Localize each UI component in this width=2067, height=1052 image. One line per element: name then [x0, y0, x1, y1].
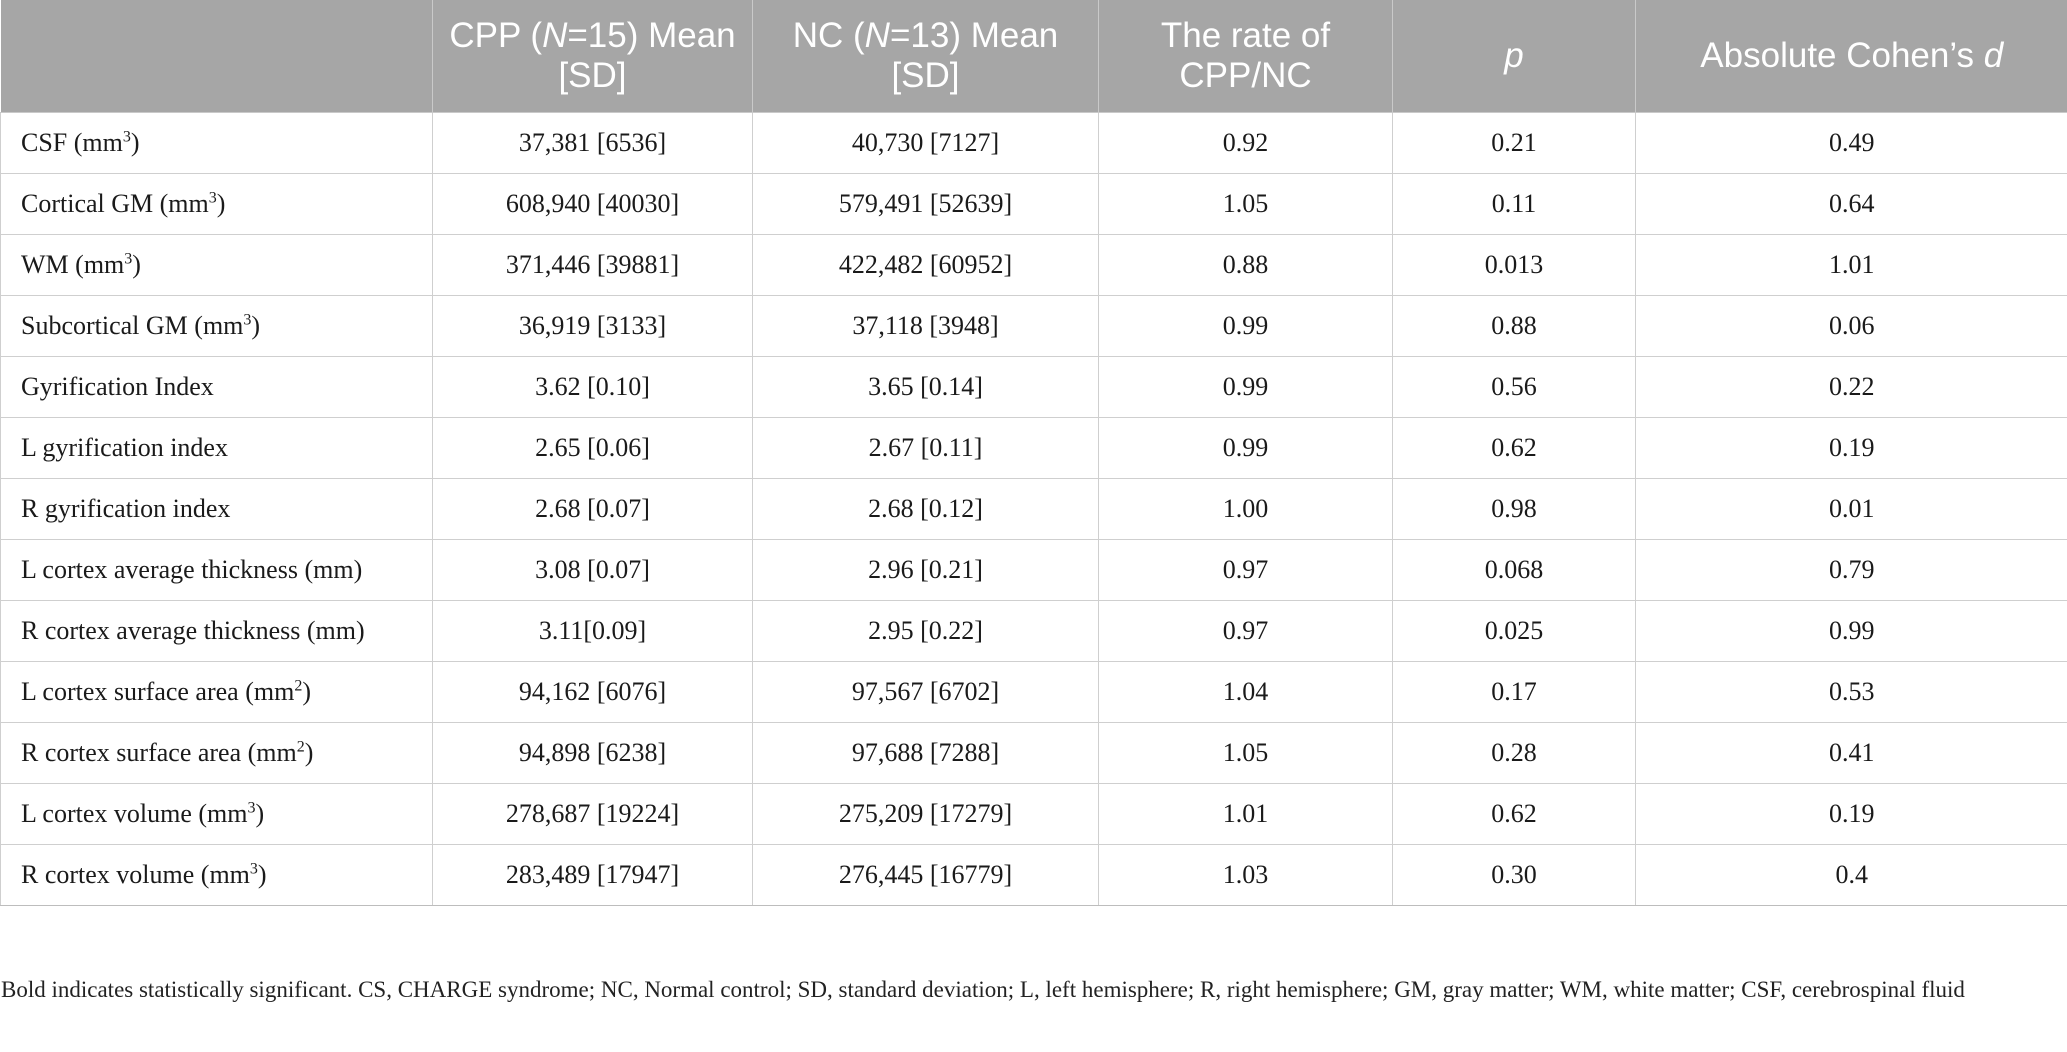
cell-cohens-d: 0.49 — [1636, 113, 2067, 174]
cell-rate: 0.97 — [1099, 540, 1393, 601]
cell-cpp: 36,919 [3133] — [433, 296, 753, 357]
header-text-part: d — [1983, 36, 2004, 75]
cell-nc: 2.96 [0.21] — [753, 540, 1099, 601]
unit-exponent: 3 — [122, 128, 131, 146]
table-footnote: Bold indicates statistically significant. CS, CHARGE syndrome; NC, Normal control; SD, standard deviation; L, left hemisphere; R, right hemisphere; GM, gray matter; WM, white matter; CSF, cerebrospinal fluid — [1, 977, 1965, 1002]
cell-measure-label — [1, 235, 433, 296]
cell-cohens-d: 0.64 — [1636, 174, 2067, 235]
measure-label-text: CSF (mm — [21, 128, 123, 157]
cell-measure-label — [1, 418, 433, 479]
cell-nc: 422,482 [60952] — [753, 235, 1099, 296]
unit-close: ) — [257, 860, 267, 889]
cell-p-value: 0.56 — [1393, 357, 1636, 418]
cell-cohens-d: 0.79 — [1636, 540, 2067, 601]
cell-cohens-d: 0.41 — [1636, 723, 2067, 784]
cell-cpp: 2.68 [0.07] — [433, 479, 753, 540]
cell-p-value: 0.21 — [1393, 113, 1636, 174]
cell-measure-label — [1, 357, 433, 418]
table-row — [1, 662, 2067, 723]
cell-p-value: 0.11 — [1393, 174, 1636, 235]
cell-p-value: 0.025 — [1393, 601, 1636, 662]
cell-p-value: 0.62 — [1393, 418, 1636, 479]
cell-cpp: 3.11[0.09] — [433, 601, 753, 662]
cell-cpp: 3.08 [0.07] — [433, 540, 753, 601]
header-row — [1, 0, 2067, 113]
cell-measure-label — [1, 662, 433, 723]
unit-exponent: 2 — [294, 677, 303, 695]
table-row — [1, 479, 2067, 540]
unit-close: ) — [130, 128, 140, 157]
cell-measure-label — [1, 723, 433, 784]
cell-nc: 97,567 [6702] — [753, 662, 1099, 723]
table-row — [1, 845, 2067, 906]
cell-rate: 0.92 — [1099, 113, 1393, 174]
cell-rate: 1.05 — [1099, 723, 1393, 784]
cell-p-value: 0.98 — [1393, 479, 1636, 540]
measure-label-text: L cortex surface area (mm — [21, 677, 295, 706]
cell-rate: 0.99 — [1099, 296, 1393, 357]
table-row — [1, 784, 2067, 845]
cell-measure-label — [1, 479, 433, 540]
header-cpp-mean-sd — [433, 0, 753, 113]
header-p-value — [1393, 0, 1636, 113]
cell-rate: 1.04 — [1099, 662, 1393, 723]
measure-label-text: Gyrification Index — [21, 372, 214, 401]
unit-exponent: 3 — [124, 250, 133, 268]
cell-measure-label — [1, 113, 433, 174]
cell-rate: 0.99 — [1099, 357, 1393, 418]
cell-cohens-d: 1.01 — [1636, 235, 2067, 296]
cell-p-value: 0.30 — [1393, 845, 1636, 906]
header-text-part: N — [864, 16, 890, 55]
cell-cpp: 94,898 [6238] — [433, 723, 753, 784]
cell-cohens-d: 0.01 — [1636, 479, 2067, 540]
cell-cpp: 371,446 [39881] — [433, 235, 753, 296]
cell-rate: 0.97 — [1099, 601, 1393, 662]
unit-close: ) — [132, 250, 141, 279]
unit-close: ) — [304, 738, 314, 767]
cell-nc: 2.67 [0.11] — [753, 418, 1099, 479]
cell-nc: 40,730 [7127] — [753, 113, 1099, 174]
unit-close: ) — [251, 311, 261, 340]
unit-exponent: 3 — [249, 860, 258, 878]
cell-cpp: 283,489 [17947] — [433, 845, 753, 906]
cell-measure-label — [1, 784, 433, 845]
header-text-part: CPP ( — [449, 16, 543, 55]
cell-cpp: 608,940 [40030] — [433, 174, 753, 235]
cell-measure-label — [1, 296, 433, 357]
cell-cpp: 37,381 [6536] — [433, 113, 753, 174]
header-text-part: p — [1504, 36, 1524, 75]
measure-label-text: WM (mm — [21, 250, 125, 279]
table-row — [1, 723, 2067, 784]
cell-p-value: 0.013 — [1393, 235, 1636, 296]
cell-rate: 1.01 — [1099, 784, 1393, 845]
table-row — [1, 296, 2067, 357]
header-text-part: N — [542, 16, 568, 55]
unit-close: ) — [216, 189, 226, 218]
cell-rate: 0.99 — [1099, 418, 1393, 479]
cell-cpp: 2.65 [0.06] — [433, 418, 753, 479]
header-text-part: The rate of CPP/NC — [1160, 16, 1331, 95]
table-body — [1, 113, 2067, 906]
cell-cpp: 278,687 [19224] — [433, 784, 753, 845]
unit-exponent: 3 — [243, 311, 252, 329]
cell-nc: 275,209 [17279] — [753, 784, 1099, 845]
measure-label-text: R gyrification index — [21, 494, 231, 523]
cell-measure-label — [1, 174, 433, 235]
header-text-part: NC ( — [792, 16, 865, 55]
unit-exponent: 3 — [247, 799, 256, 817]
cell-nc: 2.95 [0.22] — [753, 601, 1099, 662]
header-text-part: =13) Mean [SD] — [889, 16, 1059, 95]
header-text-part: Absolute Cohen’s — [1700, 36, 1984, 75]
measure-label-text: R cortex average thickness (mm) — [21, 616, 365, 645]
measure-label-text: R cortex volume (mm — [21, 860, 250, 889]
measure-label-text: Cortical GM (mm — [21, 189, 209, 218]
measure-label-text: L cortex average thickness (mm) — [21, 555, 363, 584]
measure-label-text: L gyrification index — [21, 433, 228, 462]
cell-measure-label — [1, 601, 433, 662]
table-row — [1, 235, 2067, 296]
header-cohens-d — [1636, 0, 2067, 113]
unit-exponent: 3 — [208, 189, 217, 207]
cell-rate: 1.00 — [1099, 479, 1393, 540]
cell-cpp: 94,162 [6076] — [433, 662, 753, 723]
cell-measure-label — [1, 845, 433, 906]
table-row — [1, 174, 2067, 235]
cell-p-value: 0.88 — [1393, 296, 1636, 357]
measure-label-text: L cortex volume (mm — [21, 799, 248, 828]
cell-rate: 1.03 — [1099, 845, 1393, 906]
table-row — [1, 601, 2067, 662]
cell-cpp: 3.62 [0.10] — [433, 357, 753, 418]
cell-cohens-d: 0.4 — [1636, 845, 2067, 906]
table-header — [1, 0, 2067, 113]
header-text-part: =15) Mean [SD] — [558, 16, 736, 95]
table-row — [1, 113, 2067, 174]
cell-rate: 0.88 — [1099, 235, 1393, 296]
header-rate-cpp-nc — [1099, 0, 1393, 113]
header-measure — [1, 0, 433, 113]
cell-p-value: 0.62 — [1393, 784, 1636, 845]
cell-p-value: 0.17 — [1393, 662, 1636, 723]
cell-nc: 3.65 [0.14] — [753, 357, 1099, 418]
cell-nc: 37,118 [3948] — [753, 296, 1099, 357]
table-row — [1, 357, 2067, 418]
table-row — [1, 418, 2067, 479]
cell-nc: 97,688 [7288] — [753, 723, 1099, 784]
cell-p-value: 0.068 — [1393, 540, 1636, 601]
cell-cohens-d: 0.22 — [1636, 357, 2067, 418]
cell-rate: 1.05 — [1099, 174, 1393, 235]
measure-label-text: R cortex surface area (mm — [21, 738, 297, 767]
unit-close: ) — [302, 677, 311, 706]
cell-nc: 2.68 [0.12] — [753, 479, 1099, 540]
cell-cohens-d: 0.19 — [1636, 784, 2067, 845]
cell-nc: 579,491 [52639] — [753, 174, 1099, 235]
cell-nc: 276,445 [16779] — [753, 845, 1099, 906]
unit-exponent: 2 — [296, 738, 305, 756]
unit-close: ) — [255, 799, 265, 828]
table-row — [1, 540, 2067, 601]
cell-measure-label — [1, 540, 433, 601]
measure-label-text: Subcortical GM (mm — [21, 311, 244, 340]
header-nc-mean-sd — [753, 0, 1099, 113]
cell-cohens-d: 0.19 — [1636, 418, 2067, 479]
cell-cohens-d: 0.06 — [1636, 296, 2067, 357]
cell-p-value: 0.28 — [1393, 723, 1636, 784]
cell-cohens-d: 0.53 — [1636, 662, 2067, 723]
cell-cohens-d: 0.99 — [1636, 601, 2067, 662]
